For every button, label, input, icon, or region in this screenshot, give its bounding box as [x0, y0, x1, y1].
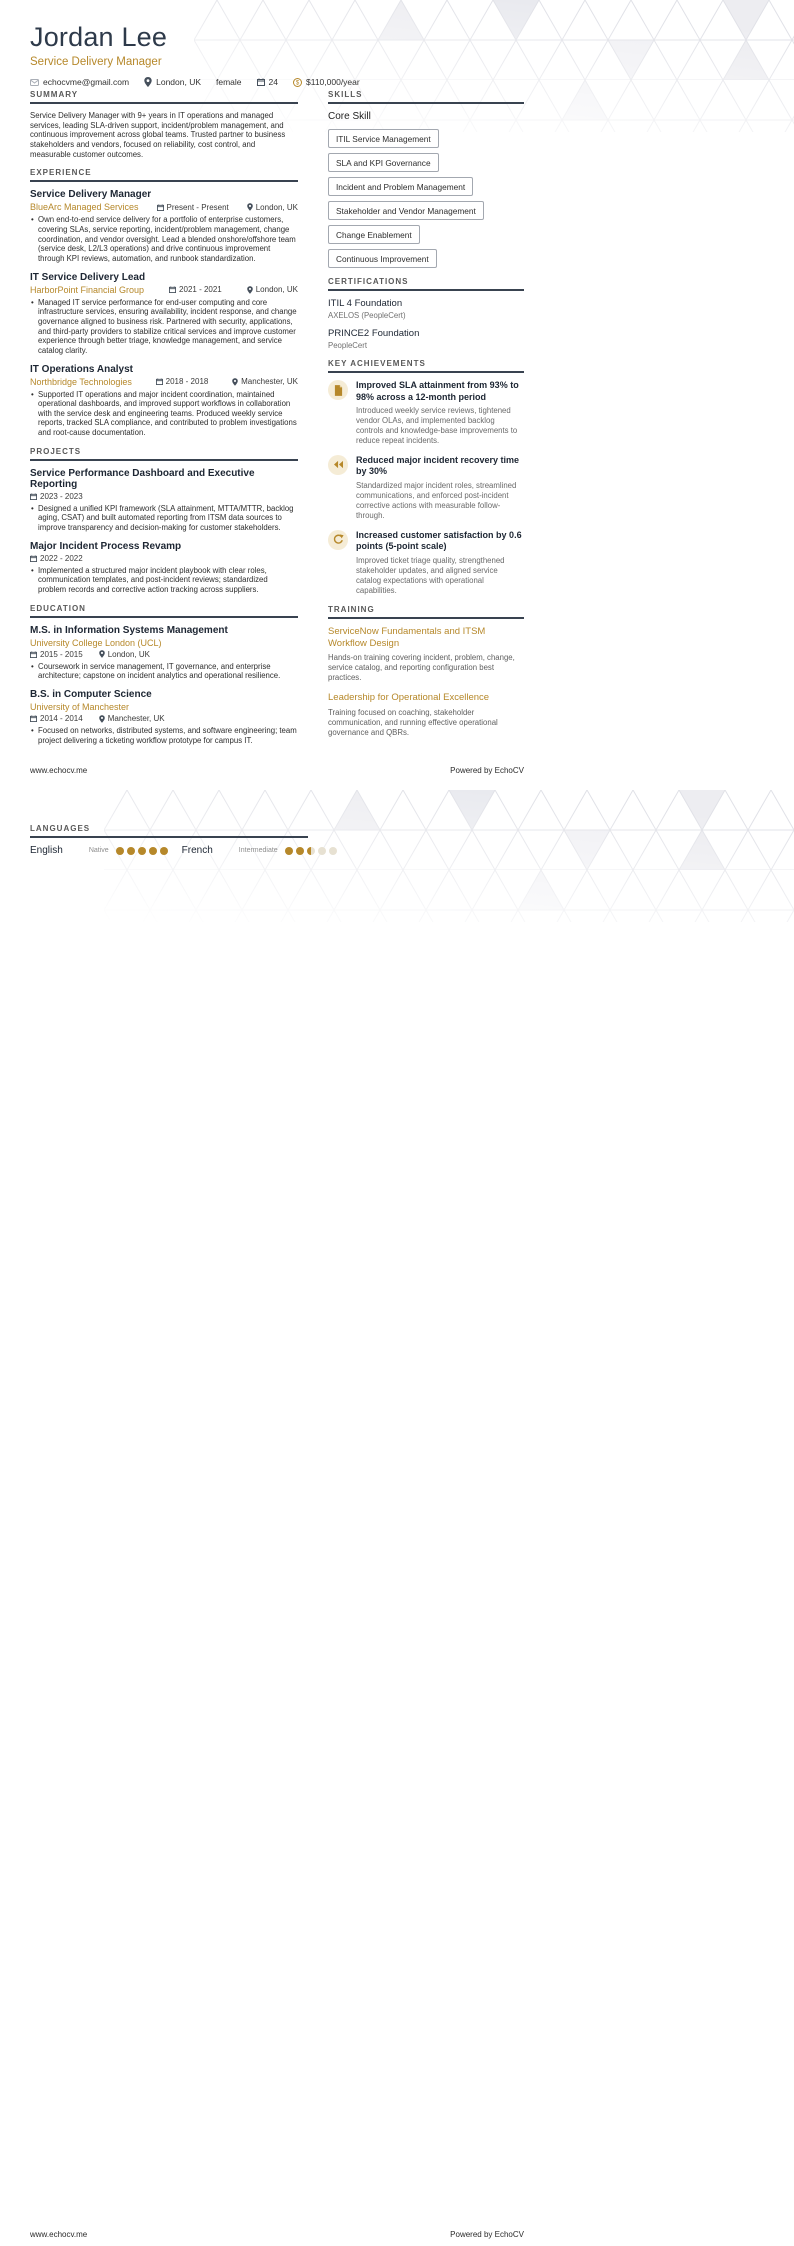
- achievement-description: Introduced weekly service reviews, tightened vendor OLAs, and implemented backlog controls and knowledge-base improvements to reduce repeat incidents.: [356, 406, 518, 445]
- summary-heading: SUMMARY: [30, 90, 298, 104]
- achievements-heading: KEY ACHIEVEMENTS: [328, 359, 524, 373]
- education-entry: [30, 689, 298, 745]
- project-title: Major Incident Process Revamp: [30, 540, 182, 552]
- languages-row: [30, 845, 308, 856]
- school-name: University College London (UCL): [30, 637, 162, 648]
- project-dates: [30, 554, 83, 563]
- job-meta-row: [30, 202, 298, 212]
- job-dates-text: Present - Present: [166, 202, 229, 212]
- achievement-entry: [328, 380, 524, 446]
- language-name: French: [181, 845, 213, 856]
- summary-section: [30, 90, 298, 159]
- achievement-icon-circle: [328, 530, 348, 550]
- job-bullets: [30, 298, 298, 356]
- project-bullet: • Designed a unified KPI framework (SLA attainment, MTTA/MTTR, backlog aging, CSAT) and built automated reporting from ITSM data sources to improve transparency and decision-making for customer stakeholders.: [30, 504, 298, 533]
- education-location-text: Manchester, UK: [107, 714, 165, 724]
- location-pin-icon: [99, 715, 105, 723]
- degree-title: B.S. in Computer Science: [30, 689, 152, 701]
- right-column: [328, 90, 524, 747]
- language-entry: [30, 845, 168, 856]
- certifications-section: [328, 277, 524, 350]
- language-entry: [182, 845, 337, 856]
- job-bullet: • Managed IT service performance for end-user computing and core infrastructure services, ensuring availability, incident response, and change governance aligned to business risk. Partnered with security, applications, and third-party providers to stabilize critical services and improve customer experience through better triage, knowledge management, and service catalog clarity.: [30, 298, 298, 356]
- website-link[interactable]: www.echocv.me: [30, 766, 88, 775]
- project-bullets: [30, 566, 298, 595]
- education-meta-row: [30, 714, 298, 723]
- job-title: Service Delivery Manager: [30, 189, 152, 201]
- achievement-title: Improved SLA attainment from 93% to 98% across a 12-month period: [356, 380, 519, 402]
- language-dot: [318, 847, 326, 855]
- skill-chip: ITIL Service Management: [328, 129, 439, 148]
- company-name: HarborPoint Financial Group: [30, 284, 145, 295]
- language-name: English: [30, 845, 63, 856]
- job-dates: [156, 377, 209, 386]
- certification-entry: [328, 298, 524, 320]
- skill-chip: Incident and Problem Management: [328, 177, 473, 196]
- contact-location-text: London, UK: [156, 77, 202, 87]
- calendar-icon: [157, 204, 164, 211]
- contact-location: [144, 77, 201, 87]
- languages-heading: LANGUAGES: [30, 824, 308, 838]
- job-location: [247, 203, 298, 212]
- job-dates: [157, 203, 229, 212]
- training-title: Leadership for Operational Excellence: [328, 692, 490, 704]
- contact-email-text[interactable]: echocvme@gmail.com: [43, 77, 130, 87]
- calendar-icon: [30, 651, 37, 658]
- certification-name: PRINCE2 Foundation: [328, 328, 420, 339]
- training-title: ServiceNow Fundamentals and ITSM Workflow Design: [328, 625, 486, 650]
- language-dot: [160, 847, 168, 855]
- experience-heading: EXPERIENCE: [30, 168, 298, 182]
- language-level: Intermediate: [238, 847, 278, 854]
- education-dates: [30, 650, 83, 659]
- project-dates: [30, 492, 83, 501]
- location-pin-icon: [247, 203, 253, 211]
- experience-section: [30, 168, 298, 438]
- language-dot: [329, 847, 337, 855]
- summary-text: Service Delivery Manager with 9+ years in IT operations and managed services, leading SLA-driven support, incident/problem management, and continuous improvement across global teams. Trusted partner to business stakeholders and vendors, focused on reliability, cost control, and measurable customer outcomes.: [30, 111, 286, 159]
- rewind-icon: [333, 460, 344, 469]
- achievement-icon-circle: [328, 455, 348, 475]
- achievement-icon-circle: [328, 380, 348, 400]
- projects-section: [30, 447, 298, 595]
- calendar-icon: [30, 715, 37, 722]
- contact-age: [257, 77, 278, 87]
- education-bullet: • Focused on networks, distributed systems, and software engineering; team project delivering a ticketing workflow prototype for campus IT.: [30, 726, 298, 745]
- job-location-text: Manchester, UK: [241, 377, 298, 386]
- project-dates-text: 2023 - 2023: [40, 491, 83, 501]
- achievement-title: Increased customer satisfaction by 0.6 points (5-point scale): [356, 529, 522, 552]
- contact-email: [30, 77, 129, 87]
- document-icon: [334, 385, 343, 396]
- job-meta-row: [30, 285, 298, 295]
- powered-by-link[interactable]: Powered by EchoCV: [450, 766, 524, 775]
- training-description: Hands-on training covering incident, problem, change, service catalog, and reporting configuration best practices.: [328, 653, 515, 683]
- languages-section: [30, 824, 308, 856]
- skills-heading: SKILLS: [328, 90, 524, 104]
- education-meta-row: [30, 650, 298, 659]
- contact-salary-text: $110,000/year: [306, 77, 360, 87]
- education-section: [30, 604, 298, 746]
- redo-arrow-icon: [333, 534, 344, 545]
- calendar-icon: [169, 286, 176, 293]
- education-bullets: [30, 662, 298, 681]
- project-meta-row: [30, 492, 298, 501]
- location-pin-icon: [144, 77, 152, 87]
- skill-group-title: Core Skill: [328, 111, 371, 122]
- training-description: Training focused on coaching, stakeholder communication, and running effective operational governance and QBRs.: [328, 707, 498, 737]
- job-location-text: London, UK: [255, 285, 298, 295]
- certification-entry: [328, 328, 524, 350]
- language-dot: [296, 847, 304, 855]
- certification-issuer: PeopleCert: [328, 341, 368, 350]
- certification-name: ITIL 4 Foundation: [328, 298, 403, 309]
- achievement-description: Improved ticket triage quality, strengthened stakeholder updates, and aligned service catalog expectations with operational capabilities.: [356, 555, 505, 595]
- calendar-icon: [257, 78, 265, 86]
- page2-footer: [30, 2230, 524, 2239]
- job-location: [232, 377, 298, 386]
- achievement-description: Standardized major incident roles, streamlined communications, and enforced post-incident corrective actions with measurable follow-through.: [356, 480, 517, 520]
- contact-row: [30, 77, 570, 87]
- resume-header: [30, 22, 570, 87]
- page-2: [0, 790, 794, 2246]
- svg-text:$: $: [295, 80, 300, 87]
- skill-chip: Change Enablement: [328, 225, 420, 244]
- language-dot: [127, 847, 135, 855]
- certifications-heading: CERTIFICATIONS: [328, 277, 524, 291]
- location-pin-icon: [232, 378, 238, 386]
- contact-age-text: 24: [268, 77, 278, 87]
- education-bullet: • Coursework in service management, IT governance, and enterprise architecture; capstone on incident analytics and operational resilience.: [30, 662, 298, 681]
- project-bullets: [30, 504, 298, 533]
- job-bullet: • Own end-to-end service delivery for a portfolio of enterprise customers, covering SLAs, service reporting, incident/problem management, change coordination, and vendor oversight. Lead a blended onshore/offshore team (service desk, L2/L3 operations) and drive continuous improvement through KPI reviews, automation, and runbook standardization.: [30, 215, 298, 263]
- achievement-title: Reduced major incident recovery time by 30%: [356, 454, 520, 477]
- contact-salary: [293, 77, 360, 87]
- language-dot: [149, 847, 157, 855]
- skill-chip: SLA and KPI Governance: [328, 153, 439, 172]
- project-dates-text: 2022 - 2022: [40, 553, 83, 563]
- education-location: [99, 714, 165, 723]
- training-section: [328, 605, 524, 738]
- education-dates: [30, 714, 83, 723]
- page-1: [0, 0, 794, 790]
- education-location-text: London, UK: [107, 649, 150, 659]
- achievements-section: [328, 359, 524, 596]
- page1-footer: [30, 766, 524, 775]
- skill-chip: Continuous Improvement: [328, 249, 437, 268]
- certification-issuer: AXELOS (PeopleCert): [328, 311, 406, 320]
- powered-by-link[interactable]: Powered by EchoCV: [450, 2230, 524, 2239]
- email-icon: [30, 79, 39, 86]
- achievement-body: [356, 455, 524, 521]
- experience-entry: [30, 272, 298, 356]
- job-meta-row: [30, 377, 298, 387]
- project-bullet: • Implemented a structured major incident playbook with clear roles, communication templates, and post-incident reviews; standardized problem records and corrective action tracking across suppliers.: [30, 566, 298, 595]
- candidate-name: Jordan Lee: [30, 22, 168, 52]
- company-name: Northbridge Technologies: [30, 376, 132, 387]
- job-bullets: [30, 390, 298, 438]
- achievement-body: [356, 380, 524, 446]
- left-column: [30, 90, 298, 754]
- company-name: BlueArc Managed Services: [30, 202, 139, 213]
- location-pin-icon: [247, 286, 253, 294]
- contact-gender: [216, 77, 242, 87]
- job-location: [247, 285, 298, 294]
- calendar-icon: [156, 378, 163, 385]
- project-meta-row: [30, 554, 298, 563]
- language-dot: [285, 847, 293, 855]
- training-entry: [328, 692, 524, 737]
- calendar-icon: [30, 493, 37, 500]
- education-heading: EDUCATION: [30, 604, 298, 618]
- location-pin-icon: [99, 650, 105, 658]
- calendar-icon: [30, 555, 37, 562]
- salary-coin-icon: [293, 78, 302, 87]
- contact-gender-text: female: [216, 77, 242, 87]
- skills-section: [328, 90, 524, 268]
- skill-chip-list: [328, 129, 524, 268]
- job-bullet: • Supported IT operations and major incident coordination, maintained operational dashboards, and improved support workflows in collaboration with the service desk and engineering teams. Produced weekly service reports, tracked SLA compliance, and contributed to problem investigations and root-cause documentation.: [30, 390, 298, 438]
- degree-title: M.S. in Information Systems Management: [30, 624, 228, 636]
- project-entry: [30, 468, 298, 533]
- education-entry: [30, 625, 298, 681]
- language-rating-dots: [116, 847, 168, 855]
- job-dates-text: 2021 - 2021: [179, 285, 222, 295]
- education-dates-text: 2015 - 2015: [40, 649, 83, 659]
- job-title: IT Service Delivery Lead: [30, 271, 146, 283]
- project-entry: [30, 541, 298, 595]
- education-dates-text: 2014 - 2014: [40, 714, 83, 724]
- achievement-entry: [328, 530, 524, 596]
- project-title: Service Performance Dashboard and Executive Reporting: [30, 467, 255, 490]
- job-dates: [169, 285, 222, 294]
- experience-entry: [30, 364, 298, 438]
- skill-chip: Stakeholder and Vendor Management: [328, 201, 484, 220]
- projects-heading: PROJECTS: [30, 447, 298, 461]
- experience-entry: [30, 189, 298, 263]
- education-bullets: [30, 726, 298, 745]
- candidate-job-title: Service Delivery Manager: [30, 56, 162, 68]
- education-location: [99, 650, 150, 659]
- website-link[interactable]: www.echocv.me: [30, 2230, 88, 2239]
- achievement-body: [356, 530, 524, 596]
- languages-column: [30, 824, 308, 865]
- job-bullets: [30, 215, 298, 263]
- language-dot: [116, 847, 124, 855]
- language-dot: [138, 847, 146, 855]
- school-name: University of Manchester: [30, 702, 130, 713]
- training-entry: [328, 626, 524, 684]
- language-level: Native: [88, 847, 109, 854]
- job-title: IT Operations Analyst: [30, 363, 133, 375]
- job-dates-text: 2018 - 2018: [165, 377, 209, 386]
- training-heading: TRAINING: [328, 605, 524, 619]
- achievement-entry: [328, 455, 524, 521]
- job-location-text: London, UK: [255, 202, 298, 212]
- language-dot: [307, 847, 315, 855]
- language-rating-dots: [285, 847, 337, 855]
